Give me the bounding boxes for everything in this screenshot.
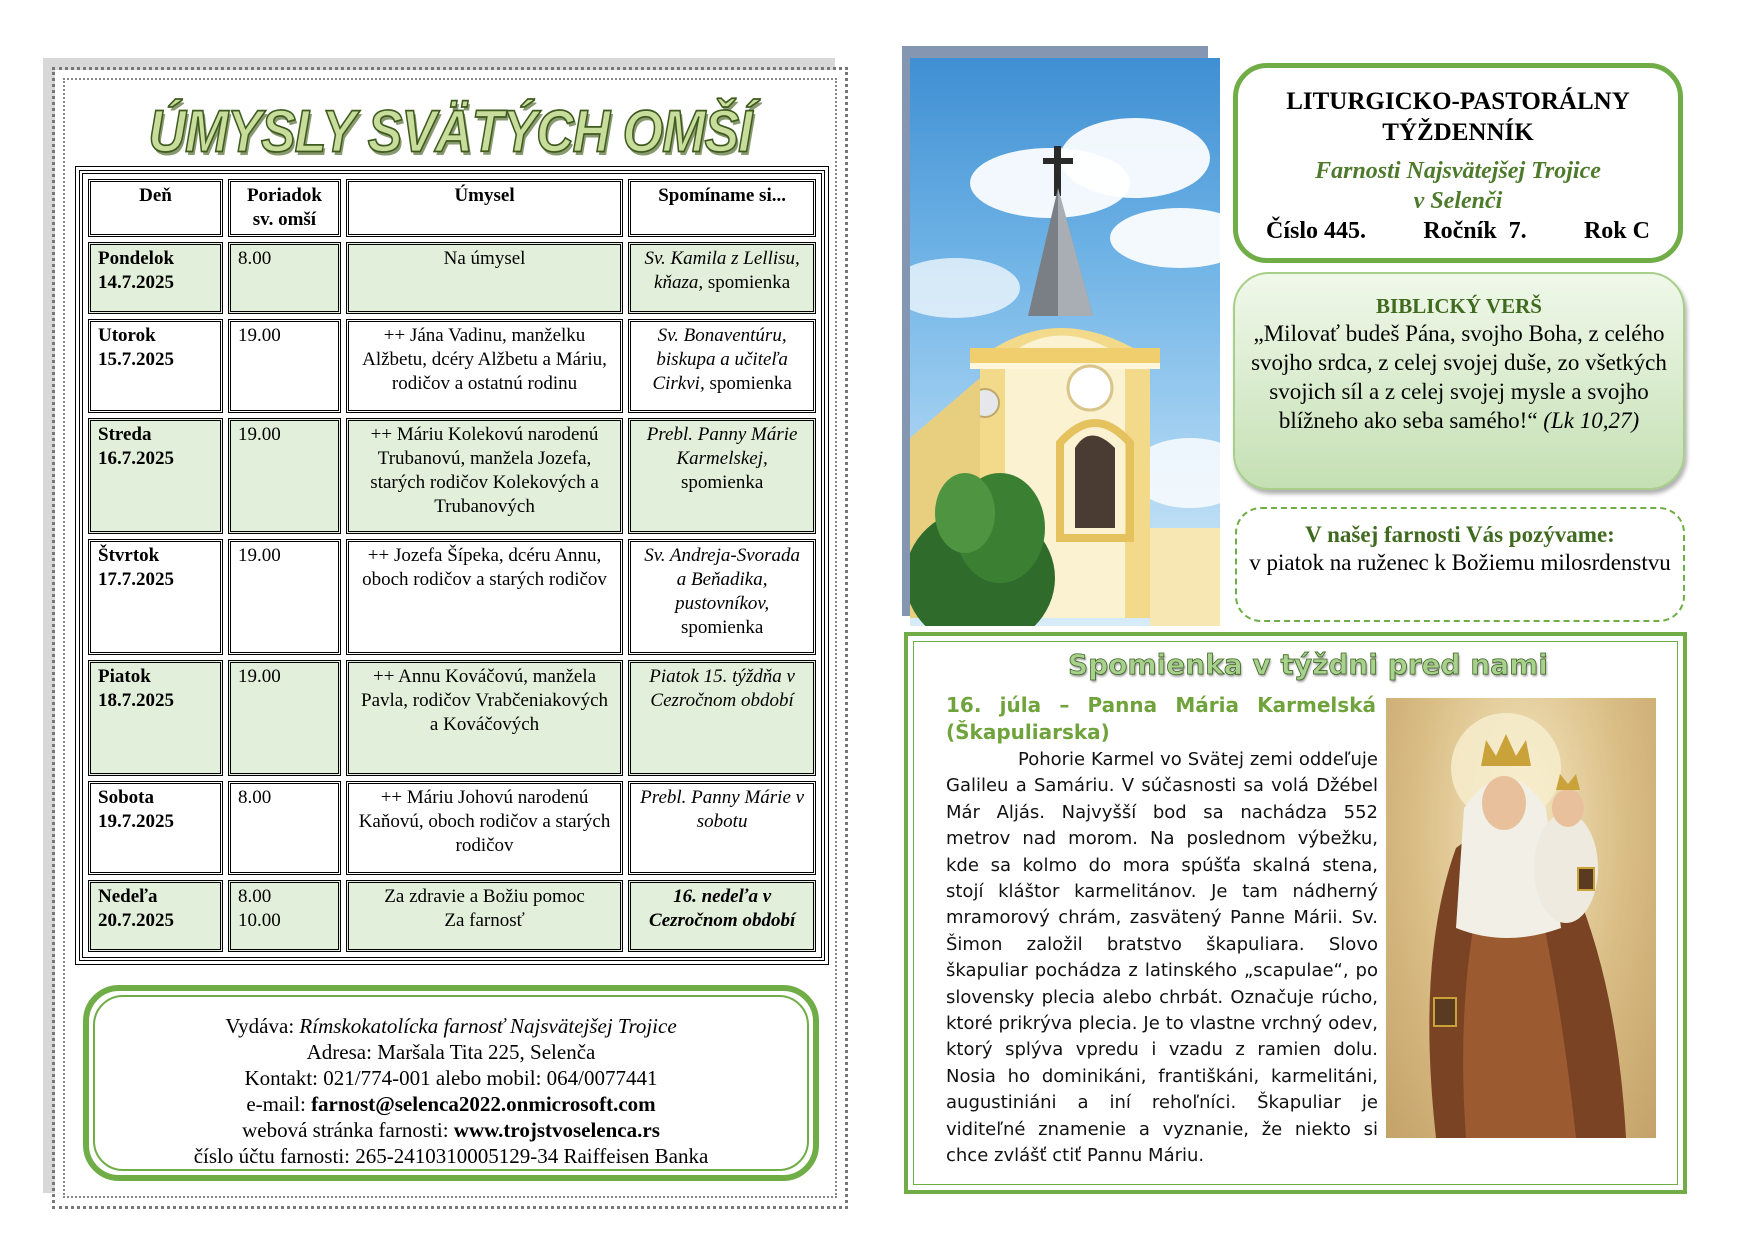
memorial-cell: Piatok 15. týždňa v Cezročnom období <box>628 660 816 776</box>
bulletin-title-2: TÝŽDENNÍK <box>1382 119 1534 146</box>
invitation-heading: V našej farnosti Vás pozývame: <box>1305 522 1615 547</box>
publisher-line: Vydáva: Rímskokatolícka farnosť Najsvätejšej Trojice <box>225 1014 677 1038</box>
email-line: e-mail: farnost@selenca2022.onmicrosoft.com <box>246 1092 656 1116</box>
parish-location: v Selenči <box>1413 188 1503 214</box>
table-row <box>88 539 816 655</box>
memorial-cell: Sv. Andreja-Svorada a Beňadika, pustovníkov, spomienka <box>628 539 816 655</box>
time-cell: 19.00 <box>228 539 341 655</box>
header-memorial: Spomíname si... <box>628 179 816 237</box>
mass-schedule-table <box>79 170 825 961</box>
memorial-cell: Prebl. Panny Márie v sobotu <box>628 781 816 875</box>
table-row <box>88 660 816 776</box>
day-cell: Piatok 18.7.2025 <box>88 660 223 776</box>
table-row <box>88 242 816 314</box>
day-cell: Streda 16.7.2025 <box>88 418 223 534</box>
intention-cell: Na úmysel <box>346 242 623 314</box>
bulletin-header <box>1233 63 1683 263</box>
our-lady-of-mount-carmel-image <box>1386 698 1656 1138</box>
memorial-cell: Prebl. Panny Márie Karmelskej, spomienka <box>628 418 816 534</box>
bulletin-title: LITURGICKO-PASTORÁLNY <box>1286 88 1630 115</box>
table-row <box>88 418 816 534</box>
memorial-subtitle-2: (Škapuliarska) <box>946 720 1110 744</box>
time-cell: 19.00 <box>228 418 341 534</box>
web-line: webová stránka farnosti: www.trojstvoselenca.rs <box>242 1118 660 1142</box>
memorial-cell: Sv. Kamila z Lellisu, kňaza, spomienka <box>628 242 816 314</box>
memorial-box <box>904 632 1687 1194</box>
intention-cell: ++ Máriu Kolekovú narodenú Trubanovú, manžela Jozefa, starých rodičov Kolekových a Trubanových <box>346 418 623 534</box>
invitation-text: v piatok na ruženec k Božiemu milosrdenstvu <box>1249 550 1671 575</box>
liturgical-year: Rok C <box>1583 218 1650 244</box>
time-cell: 8.00 <box>228 781 341 875</box>
time-cell: 8.00 <box>228 242 341 314</box>
memorial-body-text: Pohorie Karmel vo Svätej zemi oddeľuje Galileu a Samáriu. V súčasnosti sa volá Džébel Már Aljás. Najvyšší bod sa nachádza 552 metrov nad morom. Na poslednom výbežku, kde sa kolmo do mora spúšťa skalná stena, stojí kláštor karmelitánov. Je tam nádherný mramorový chrám, zasvätený Panne Márii. Sv. Šimon založil bratstvo škapuliara. Slovo škapuliar pochádza z latinského „scapulae“, po slovensky plecia alebo chrbát. Označuje rúcho, ktoré prikrýva plecia. Je to vlastne vrchný odev, ktorý splýva vpredu i vzadu z ramien dolu. Nosia ho dominikáni, františkáni, karmelitáni, augustiniáni a iní rehoľníci. Škapuliar je viditeľné znamenie a vyznanie, že niekto si chce zvlášť ctiť Pannu Máriu. <box>946 749 1378 1167</box>
email-link[interactable]: farnost@selenca2022.onmicrosoft.com <box>311 1092 656 1116</box>
mass-schedule-page <box>55 70 845 1206</box>
day-cell: Pondelok 14.7.2025 <box>88 242 223 314</box>
parish-name: Farnosti Najsvätejšej Trojice <box>1315 158 1601 184</box>
intention-cell: ++ Máriu Johovú narodenú Kaňovú, oboch rodičov a starých rodičov <box>346 781 623 875</box>
intention-cell: ++ Jána Vadinu, manželku Alžbetu, dcéry Alžbetu a Máriu, rodičov a ostatnú rodinu <box>346 319 623 413</box>
table-header-row <box>88 179 816 237</box>
time-cell: 8.00 10.00 <box>228 880 341 952</box>
address-line: Adresa: Maršala Tita 225, Selenča <box>306 1040 596 1064</box>
volume-number: Ročník 7. <box>1423 218 1527 244</box>
table-row <box>88 319 816 413</box>
time-cell: 19.00 <box>228 660 341 776</box>
day-cell: Utorok 15.7.2025 <box>88 319 223 413</box>
intention-cell: ++ Annu Kováčovú, manžela Pavla, rodičov Vrabčeniakových a Kováčových <box>346 660 623 776</box>
verse-reference: (Lk 10,27) <box>1543 408 1640 433</box>
day-cell: Štvrtok 17.7.2025 <box>88 539 223 655</box>
day-cell: Sobota 19.7.2025 <box>88 781 223 875</box>
header-intention: Úmysel <box>346 179 623 237</box>
verse-heading: BIBLICKÝ VERŠ <box>1376 294 1542 318</box>
contact-line: Kontakt: 021/774-001 alebo mobil: 064/0077441 <box>244 1066 658 1090</box>
bible-verse-box <box>1233 272 1685 490</box>
intention-cell: ++ Jozefa Šípeka, dcéru Annu, oboch rodičov a starých rodičov <box>346 539 623 655</box>
church-tower-illustration <box>910 58 1220 626</box>
website-link[interactable]: www.trojstvoselenca.rs <box>453 1118 660 1142</box>
memorial-cell: Sv. Bonaventúru, biskupa a učiteľa Cirkvi, spomienka <box>628 319 816 413</box>
table-row <box>88 781 816 875</box>
mass-schedule-title: ÚMYSLY SVÄTÝCH OMŠÍ <box>148 98 752 166</box>
day-cell: Nedeľa 20.7.2025 <box>88 880 223 952</box>
church-tower-photo <box>910 58 1220 626</box>
issue-number: Číslo 445. <box>1266 218 1367 244</box>
intention-cell: Za zdravie a Božiu pomoc Za farnosť <box>346 880 623 952</box>
header-order: Poriadok sv. omší <box>228 179 341 237</box>
account-line: číslo účtu farnosti: 265-2410310005129-34 Raiffeisen Banka <box>193 1144 709 1168</box>
header-day: Deň <box>88 179 223 237</box>
memorial-cell: 16. nedeľa v Cezročnom období <box>628 880 816 952</box>
memorial-title: Spomienka v týždni pred nami <box>1068 648 1548 681</box>
verse-text: „Milovať budeš Pána, svojho Boha, z celého svojho srdca, z celej svojej duše, zo všetkých svojich síl a z celej svojej mysle a svojho blížneho ako seba samého!“ (Lk 10,27) <box>1251 321 1667 433</box>
invitation-box <box>1235 507 1685 622</box>
publisher-box <box>83 985 819 1181</box>
time-cell: 19.00 <box>228 319 341 413</box>
memorial-subtitle: 16. júla – Panna Mária Karmelská <box>946 693 1376 717</box>
table-row <box>88 880 816 952</box>
mass-schedule-frame <box>63 78 837 1198</box>
